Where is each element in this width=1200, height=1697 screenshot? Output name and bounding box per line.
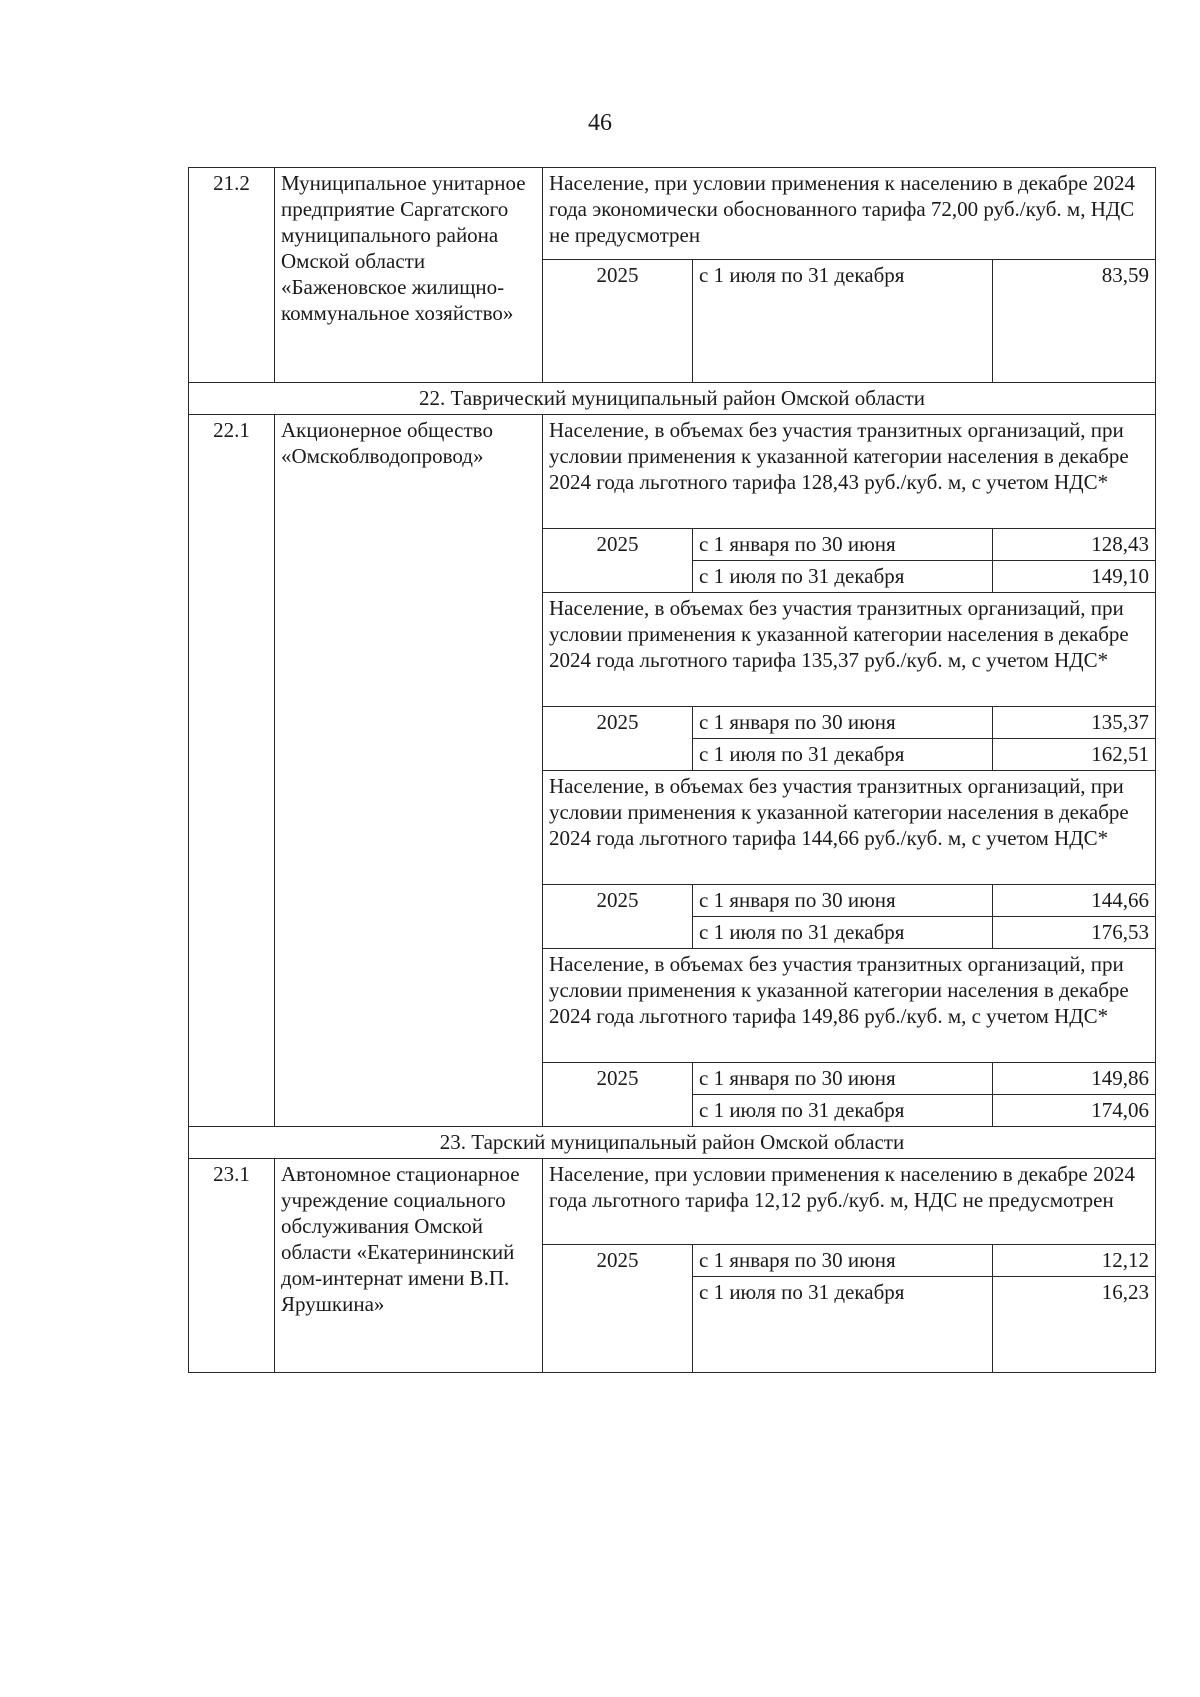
section-title: 23. Тарский муниципальный район Омской области [189, 1127, 1156, 1159]
tariff-period: с 1 июля по 31 декабря [693, 561, 993, 593]
tariff-price: 174,06 [993, 1095, 1156, 1127]
tariff-year: 2025 [543, 885, 693, 949]
table-row [189, 168, 1156, 260]
tariff-price: 149,10 [993, 561, 1156, 593]
table-row [189, 1159, 1156, 1245]
tariff-year: 2025 [543, 1063, 693, 1127]
tariff-period: с 1 января по 30 июня [693, 529, 993, 561]
tariff-year: 2025 [543, 529, 693, 593]
consumer-condition: Население, при условии применения к населению в декабре 2024 года льготного тарифа 12,12 руб./куб. м, НДС не предусмотрен [543, 1159, 1156, 1245]
row-number: 23.1 [189, 1159, 275, 1373]
consumer-condition: Население, в объемах без участия транзитных организаций, при условии применения к указанной категории населения в декабре 2024 года льготного тарифа 149,86 руб./куб. м, с учетом НДС* [543, 949, 1156, 1063]
consumer-condition: Население, при условии применения к населению в декабре 2024 года экономически обоснованного тарифа 72,00 руб./куб. м, НДС не предусмотрен [543, 168, 1156, 260]
section-row [189, 1127, 1156, 1159]
organization-name: Муниципальное унитарное предприятие Саргатского муниципального района Омской области «Баженовское жилищно-коммунальное хозяйство» [275, 168, 543, 383]
organization-name: Автономное стационарное учреждение социального обслуживания Омской области «Екатерининский дом-интернат имени В.П. Ярушкина» [275, 1159, 543, 1373]
tariff-year: 2025 [543, 707, 693, 771]
tariff-price: 83,59 [993, 260, 1156, 383]
tariff-price: 176,53 [993, 917, 1156, 949]
section-row [189, 383, 1156, 415]
page-number: 46 [588, 110, 612, 136]
consumer-condition: Население, в объемах без участия транзитных организаций, при условии применения к указанной категории населения в декабре 2024 года льготного тарифа 144,66 руб./куб. м, с учетом НДС* [543, 771, 1156, 885]
section-title: 22. Таврический муниципальный район Омской области [189, 383, 1156, 415]
tariff-period: с 1 июля по 31 декабря [693, 260, 993, 383]
tariff-price: 128,43 [993, 529, 1156, 561]
tariff-period: с 1 января по 30 июня [693, 1063, 993, 1095]
tariff-period: с 1 января по 30 июня [693, 1245, 993, 1277]
tariff-price: 16,23 [993, 1277, 1156, 1373]
tariff-year: 2025 [543, 1245, 693, 1373]
tariff-period: с 1 июля по 31 декабря [693, 1095, 993, 1127]
tariff-period: с 1 января по 30 июня [693, 707, 993, 739]
tariff-period: с 1 июля по 31 декабря [693, 917, 993, 949]
tariff-year: 2025 [543, 260, 693, 383]
tariff-price: 149,86 [993, 1063, 1156, 1095]
tariff-price: 162,51 [993, 739, 1156, 771]
consumer-condition: Население, в объемах без участия транзитных организаций, при условии применения к указанной категории населения в декабре 2024 года льготного тарифа 135,37 руб./куб. м, с учетом НДС* [543, 593, 1156, 707]
organization-name: Акционерное общество «Омскоблводопровод» [275, 415, 543, 1127]
tariff-table [188, 167, 1156, 1373]
row-number: 21.2 [189, 168, 275, 383]
table-row [189, 415, 1156, 529]
tariff-price: 12,12 [993, 1245, 1156, 1277]
tariff-period: с 1 июля по 31 декабря [693, 1277, 993, 1373]
tariff-period: с 1 января по 30 июня [693, 885, 993, 917]
consumer-condition: Население, в объемах без участия транзитных организаций, при условии применения к указанной категории населения в декабре 2024 года льготного тарифа 128,43 руб./куб. м, с учетом НДС* [543, 415, 1156, 529]
tariff-period: с 1 июля по 31 декабря [693, 739, 993, 771]
row-number: 22.1 [189, 415, 275, 1127]
tariff-price: 135,37 [993, 707, 1156, 739]
tariff-price: 144,66 [993, 885, 1156, 917]
